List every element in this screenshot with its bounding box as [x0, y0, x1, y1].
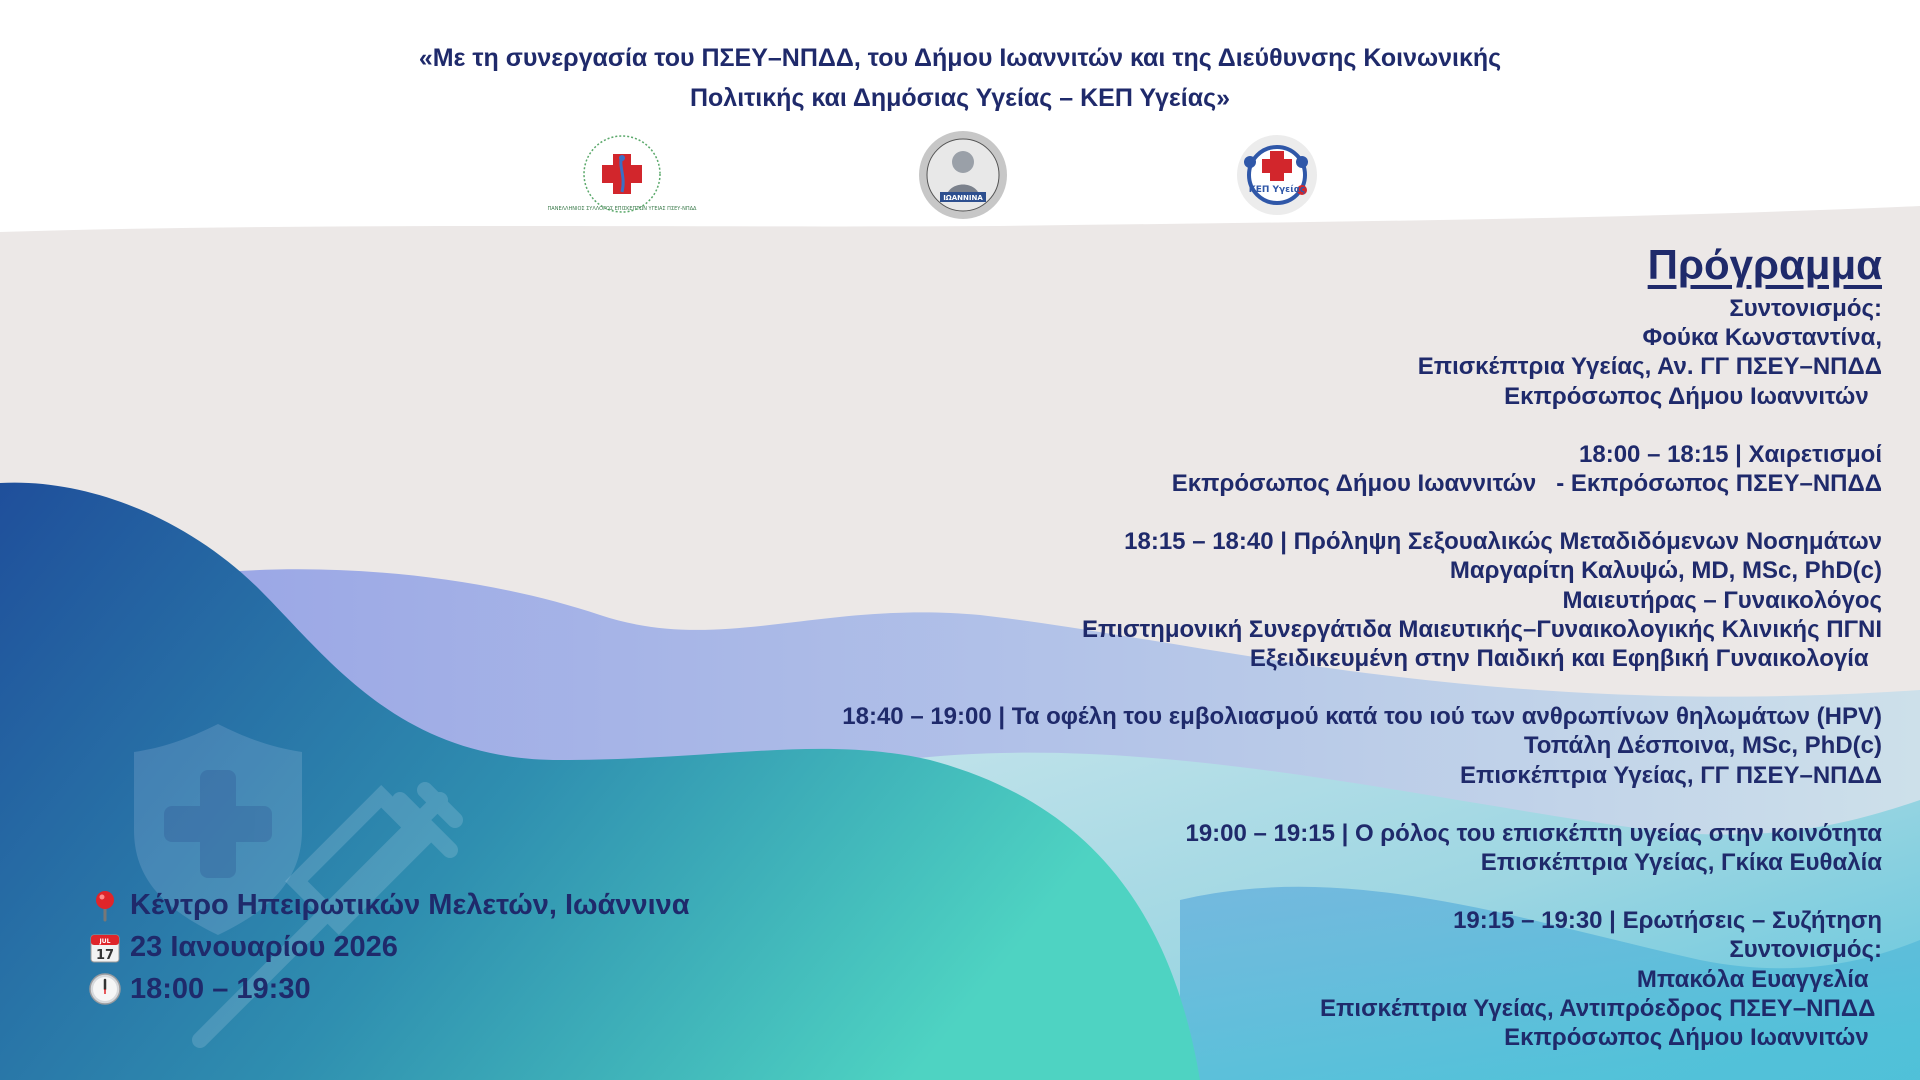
- partnership-header: [0, 38, 1920, 118]
- program-line: Επιστημονική Συνεργάτιδα Μαιευτικής–Γυναικολογικής Κλινικής ΠΓΝΙ: [1082, 615, 1882, 643]
- program-line: Επισκέπτρια Υγείας, Αντιπρόεδρος ΠΣΕΥ–ΝΠΔΔ: [1320, 994, 1882, 1022]
- ioannina-logo-text: ΙΩΑΝΝΙΝΑ: [943, 194, 983, 202]
- program-spacer: [682, 411, 1882, 440]
- header-line-1: «Με τη συνεργασία του ΠΣΕΥ–ΝΠΔΔ, του Δήμου Ιωαννιτών και της Διεύθυνσης Κοινωνικής: [418, 44, 1502, 72]
- location-row: [88, 884, 690, 926]
- location-text: Κέντρο Ηπειρωτικών Μελετών, Ιωάννινα: [130, 889, 690, 921]
- program-spacer: [682, 673, 1882, 702]
- clock-icon: [88, 972, 122, 1006]
- date-text: 23 Ιανουαρίου 2026: [130, 931, 398, 963]
- time-row: [88, 968, 690, 1010]
- program-spacer: [682, 877, 1882, 906]
- program-line: 19:00 – 19:15 | Ο ρόλος του επισκέπτη υγείας στην κοινότητα: [1185, 819, 1882, 847]
- program-line: Επισκέπτρια Υγείας, Αν. ΓΓ ΠΣΕΥ–ΝΠΔΔ: [1417, 353, 1882, 381]
- map-pin-icon: [88, 888, 122, 922]
- psey-logo-text: ΠΑΝΕΛΛΗΝΙΟΣ ΣΥΛΛΟΓΟΣ ΕΠΙΣΚΕΠΤΩΝ ΥΓΕΙΑΣ ΠΣΕΥ-ΝΠΔΔ: [547, 206, 697, 212]
- program-line: 18:15 – 18:40 | Πρόληψη Σεξουαλικώς Μεταδιδόμενων Νοσημάτων: [1124, 528, 1882, 556]
- program-line: Επισκέπτρια Υγείας, Γκίκα Ευθαλία: [1480, 849, 1882, 877]
- kep-ygeias-logo: [1236, 134, 1318, 216]
- event-info: [88, 884, 690, 1010]
- program-line: 18:00 – 18:15 | Χαιρετισμοί: [1579, 440, 1882, 468]
- program-line: 19:15 – 19:30 | Ερωτήσεις – Συζήτηση: [1453, 907, 1882, 935]
- program-line: Μπακόλα Ευαγγελία: [1636, 965, 1882, 993]
- program-lines: [682, 294, 1882, 1052]
- program-line: Μαιευτήρας – Γυναικολόγος: [1562, 586, 1882, 614]
- time-text: 18:00 – 19:30: [130, 973, 311, 1005]
- program-line: Συντονισμός:: [1729, 936, 1882, 964]
- date-row: [88, 926, 690, 968]
- program-line: 18:40 – 19:00 | Τα οφέλη του εμβολιασμού κατά του ιού των ανθρωπίνων θηλωμάτων (HPV): [842, 703, 1882, 731]
- header-line-2: Πολιτικής και Δημόσιας Υγείας – ΚΕΠ Υγείας»: [689, 84, 1231, 112]
- calendar-month-text: JUL: [99, 938, 111, 945]
- psey-npdd-logo: [547, 132, 697, 216]
- program-section: [682, 238, 1882, 1052]
- program-line: Εκπρόσωπος Δήμου Ιωαννιτών - Εκπρόσωπος ΠΣΕΥ–ΝΠΔΔ: [1171, 470, 1882, 498]
- program-line: Επισκέπτρια Υγείας, ΓΓ ΠΣΕΥ–ΝΠΔΔ: [1459, 761, 1882, 789]
- kep-logo-text: ΚΕΠ Υγείας: [1248, 185, 1306, 195]
- program-line: Μαργαρίτη Καλυψώ, MD, MSc, PhD(c): [1449, 557, 1882, 585]
- program-line: Συντονισμός:: [1729, 295, 1882, 322]
- calendar-icon: [88, 930, 122, 964]
- calendar-day-text: 17: [95, 948, 115, 963]
- program-spacer: [682, 498, 1882, 527]
- program-spacer: [682, 790, 1882, 819]
- program-line: Εκπρόσωπος Δήμου Ιωαννιτών: [1504, 382, 1882, 410]
- program-line: Εξειδικευμένη στην Παιδική και Εφηβική Γυναικολογία: [1249, 645, 1882, 673]
- program-line: Φούκα Κωνσταντίνα,: [1642, 324, 1882, 352]
- program-line: Εκπρόσωπος Δήμου Ιωαννιτών: [1504, 1024, 1882, 1052]
- program-title: Πρόγραμμα: [1647, 241, 1882, 288]
- program-line: Τοπάλη Δέσποινα, MSc, PhD(c): [1523, 732, 1882, 760]
- ioannina-municipality-logo: [918, 130, 1008, 220]
